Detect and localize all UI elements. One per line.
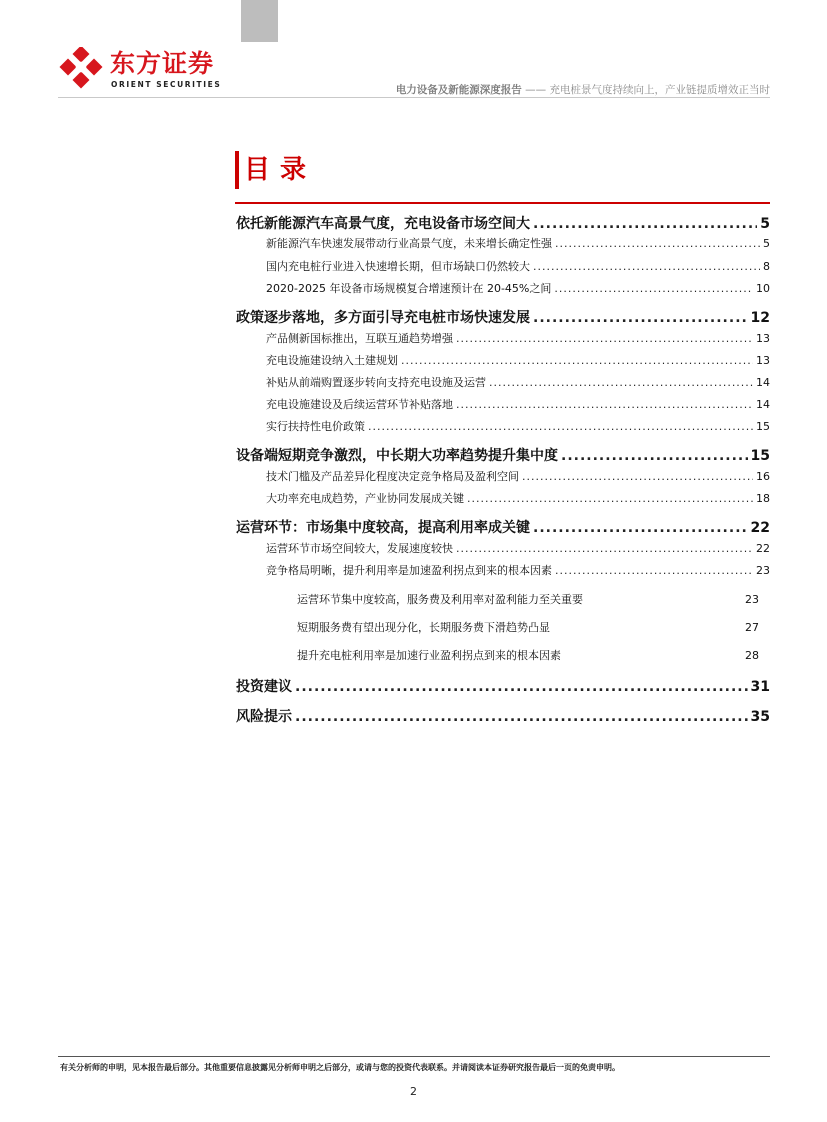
header-divider xyxy=(58,97,770,98)
toc-page-number: 28 xyxy=(745,649,759,662)
toc-dot-leader xyxy=(533,216,757,232)
toc-entry-text: 设备端短期竞争激烈，中长期大功率趋势提升集中度 xyxy=(236,448,558,464)
toc-page-number: 35 xyxy=(750,709,770,725)
toc-entry[interactable] xyxy=(266,235,770,251)
report-title: 充电桩景气度持续向上，产业链提质增效正当时 xyxy=(549,84,770,96)
toc-entry-text: 政策逐步落地，多方面引导充电桩市场快速发展 xyxy=(236,310,530,326)
page-number: 2 xyxy=(410,1085,417,1098)
toc-page-number: 13 xyxy=(756,354,770,367)
toc-title-accent xyxy=(235,151,239,189)
toc-entry[interactable] xyxy=(266,490,770,506)
header-gray-tab xyxy=(241,0,278,42)
toc-entry-text: 风险提示 xyxy=(236,709,292,725)
toc-dot-leader xyxy=(489,376,753,389)
toc-entry[interactable] xyxy=(266,540,770,556)
toc-page-number: 14 xyxy=(756,398,770,411)
toc-entry[interactable] xyxy=(297,619,759,635)
toc-dot-leader xyxy=(555,237,760,250)
toc-dot-leader xyxy=(401,354,753,367)
toc-page-number: 23 xyxy=(745,593,759,606)
toc-dot-leader xyxy=(522,470,753,483)
toc-entry[interactable] xyxy=(236,213,770,233)
header-report-title xyxy=(396,82,770,97)
toc-dot-leader xyxy=(554,282,753,295)
toc-page-number: 15 xyxy=(750,448,770,464)
toc-entry[interactable] xyxy=(266,374,770,390)
toc-dot-leader xyxy=(456,542,753,555)
toc-page-number: 31 xyxy=(750,679,770,695)
toc-entry-text: 充电设施建设纳入土建规划 xyxy=(266,354,398,367)
toc-entry[interactable] xyxy=(297,647,759,663)
toc-dot-leader xyxy=(295,709,748,725)
toc-entry[interactable] xyxy=(266,396,770,412)
toc-dot-leader xyxy=(368,420,753,433)
toc-dot-leader xyxy=(295,679,748,695)
toc-entry[interactable] xyxy=(236,445,770,465)
toc-entry[interactable] xyxy=(266,330,770,346)
footer-divider xyxy=(58,1056,770,1057)
toc-page-number: 27 xyxy=(745,621,759,634)
toc-dot-leader xyxy=(533,260,760,273)
report-category: 电力设备及新能源深度报告 xyxy=(395,84,522,96)
toc-dot-leader xyxy=(533,310,748,326)
toc-entry[interactable] xyxy=(297,591,759,607)
toc-entry-text: 实行扶持性电价政策 xyxy=(266,420,365,433)
toc-dot-leader xyxy=(456,332,753,345)
toc-entry-text: 运营环节市场空间较大，发展速度较快 xyxy=(266,542,453,555)
toc-entry[interactable] xyxy=(236,676,770,696)
toc-entry[interactable] xyxy=(266,468,770,484)
toc-entry-text: 竞争格局明晰，提升利用率是加速盈利拐点到来的根本因素 xyxy=(266,564,552,577)
company-logo xyxy=(58,47,223,93)
toc-entry-text: 运营环节集中度较高，服务费及利用率对盈利能力至关重要 xyxy=(297,593,583,606)
toc-entry-text: 运营环节：市场集中度较高，提高利用率成关键 xyxy=(236,520,530,536)
toc-entry-text: 充电设施建设及后续运营环节补贴落地 xyxy=(266,398,453,411)
toc-entry[interactable] xyxy=(266,280,770,296)
toc-page-number: 12 xyxy=(750,310,770,326)
toc-entry-text: 依托新能源汽车高景气度，充电设备市场空间大 xyxy=(236,216,530,232)
orient-logo-icon xyxy=(58,47,104,93)
toc-page-number: 8 xyxy=(763,260,770,273)
toc-entry-text: 国内充电桩行业进入快速增长期，但市场缺口仍然较大 xyxy=(266,260,530,273)
toc-page-number: 18 xyxy=(756,492,770,505)
toc-entry-text: 大功率充电成趋势，产业协同发展成关键 xyxy=(266,492,464,505)
toc-page-number: 10 xyxy=(756,282,770,295)
header-separator: —— xyxy=(521,84,550,96)
toc-page-number: 14 xyxy=(756,376,770,389)
toc-entry-text: 短期服务费有望出现分化，长期服务费下滑趋势凸显 xyxy=(297,621,550,634)
toc-page-number: 5 xyxy=(760,216,770,232)
toc-dot-leader xyxy=(467,492,753,505)
toc-dot-leader xyxy=(533,520,748,536)
toc-entry[interactable] xyxy=(266,352,770,368)
toc-entry-text: 补贴从前端购置逐步转向支持充电设施及运营 xyxy=(266,376,486,389)
toc-dot-leader xyxy=(456,398,753,411)
logo-english-name: ORIENT SECURITIES xyxy=(111,80,222,89)
toc-page-number: 13 xyxy=(756,332,770,345)
toc-dot-leader xyxy=(555,564,753,577)
toc-entry-text: 2020-2025 年设备市场规模复合增速预计在 20-45%之间 xyxy=(266,282,552,295)
toc-entry[interactable] xyxy=(236,307,770,327)
toc-page-number: 5 xyxy=(763,237,770,250)
toc-entry-text: 技术门槛及产品差异化程度决定竞争格局及盈利空间 xyxy=(266,470,519,483)
toc-page-number: 16 xyxy=(756,470,770,483)
toc-entry[interactable] xyxy=(236,517,770,537)
toc-entry-text: 投资建议 xyxy=(236,679,292,695)
toc-dot-leader xyxy=(561,448,748,464)
toc-entry[interactable] xyxy=(266,418,770,434)
toc-page-number: 22 xyxy=(756,542,770,555)
toc-entry[interactable] xyxy=(266,562,770,578)
logo-chinese-name: 东方证券 xyxy=(110,49,215,78)
toc-page-number: 22 xyxy=(750,520,770,536)
toc-page-number: 23 xyxy=(756,564,770,577)
toc-entry-text: 新能源汽车快速发展带动行业高景气度，未来增长确定性强 xyxy=(266,237,552,250)
toc-title-underline xyxy=(235,202,770,204)
toc-entry-text: 提升充电桩利用率是加速行业盈利拐点到来的根本因素 xyxy=(297,649,561,662)
toc-title: 目录 xyxy=(244,155,317,185)
toc-entry[interactable] xyxy=(266,258,770,274)
toc-entry-text: 产品侧新国标推出，互联互通趋势增强 xyxy=(266,332,453,345)
footer-disclaimer: 有关分析师的申明，见本报告最后部分。其他重要信息披露见分析师申明之后部分，或请与您的投资代表联系。并请阅读本证券研究报告最后一页的免责申明。 xyxy=(60,1063,620,1072)
toc-entry[interactable] xyxy=(236,706,770,726)
toc-page-number: 15 xyxy=(756,420,770,433)
